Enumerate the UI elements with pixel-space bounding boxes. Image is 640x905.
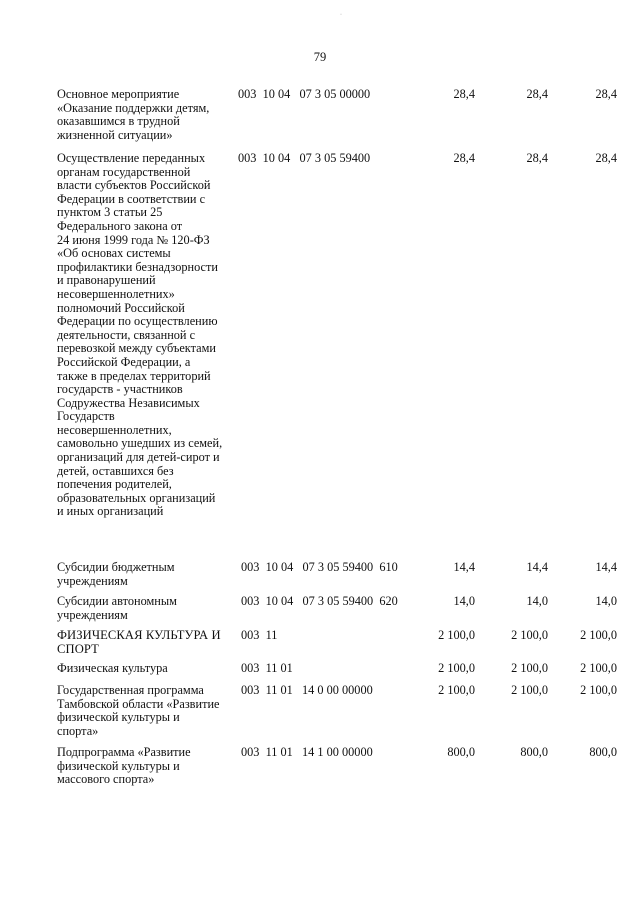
row-name: Субсидии автономным учреждениям	[57, 594, 177, 622]
row-name: Подпрограмма «Развитие физической культуры и массового спорта»	[57, 745, 191, 787]
row-value-3: 2 100,0	[580, 683, 617, 697]
row-value-3: 28,4	[595, 87, 617, 101]
row-name: Осуществление переданных органам государственной власти субъектов Российской Федерации в соответствии с пунктом 3 статьи 25 Федерального закона от 24 июня 1999 года № 120-ФЗ «Об основах системы профилактики безнадзорности и правонарушений несовершеннолетних» полномочий Российской Федерации по осуществлению деятельности, связанной с перевозкой между субъектами Российской Федерации, а также в пределах территорий государств - участников Содружества Независимых Государств несовершеннолетних, самовольно ушедших из семей, организаций для детей-сирот и детей, оставшихся без попечения родителей, образовательных организаций и иных организаций	[57, 151, 223, 519]
row-code: 003 11	[241, 628, 278, 642]
row-value-2: 2 100,0	[511, 661, 548, 675]
row-name: ФИЗИЧЕСКАЯ КУЛЬТУРА И СПОРТ	[57, 628, 221, 656]
row-value-2: 800,0	[520, 745, 548, 759]
row-value-3: 14,0	[595, 594, 617, 608]
row-value-2: 28,4	[526, 87, 548, 101]
row-code: 003 10 04 07 3 05 00000	[238, 87, 371, 101]
row-code: 003 11 01	[241, 661, 293, 675]
row-value-2: 2 100,0	[511, 628, 548, 642]
row-value-1: 2 100,0	[438, 628, 475, 642]
row-value-3: 2 100,0	[580, 628, 617, 642]
scan-speck: ·	[340, 12, 342, 18]
row-value-2: 2 100,0	[511, 683, 548, 697]
row-code: 003 11 01 14 1 00 00000	[241, 745, 373, 759]
row-value-3: 28,4	[595, 151, 617, 165]
page-number: 79	[313, 50, 327, 64]
row-name: Субсидии бюджетным учреждениям	[57, 560, 175, 588]
row-value-1: 2 100,0	[438, 683, 475, 697]
row-name: Государственная программа Тамбовской области «Развитие физической культуры и спорта»	[57, 683, 220, 738]
row-code: 003 10 04 07 3 05 59400 620	[241, 594, 398, 608]
row-value-2: 28,4	[526, 151, 548, 165]
row-name: Физическая культура	[57, 661, 168, 675]
row-code: 003 10 04 07 3 05 59400 610	[241, 560, 398, 574]
row-name: Основное мероприятие «Оказание поддержки детям, оказавшимся в трудной жизненной ситуации»	[57, 87, 210, 142]
row-code: 003 10 04 07 3 05 59400	[238, 151, 371, 165]
row-value-1: 2 100,0	[438, 661, 475, 675]
row-value-1: 14,4	[453, 560, 475, 574]
row-value-2: 14,4	[526, 560, 548, 574]
row-value-1: 28,4	[453, 87, 475, 101]
row-value-3: 2 100,0	[580, 661, 617, 675]
row-value-1: 800,0	[447, 745, 475, 759]
row-value-3: 800,0	[589, 745, 617, 759]
row-value-1: 28,4	[453, 151, 475, 165]
row-value-3: 14,4	[595, 560, 617, 574]
row-value-1: 14,0	[453, 594, 475, 608]
row-value-2: 14,0	[526, 594, 548, 608]
row-code: 003 11 01 14 0 00 00000	[241, 683, 373, 697]
